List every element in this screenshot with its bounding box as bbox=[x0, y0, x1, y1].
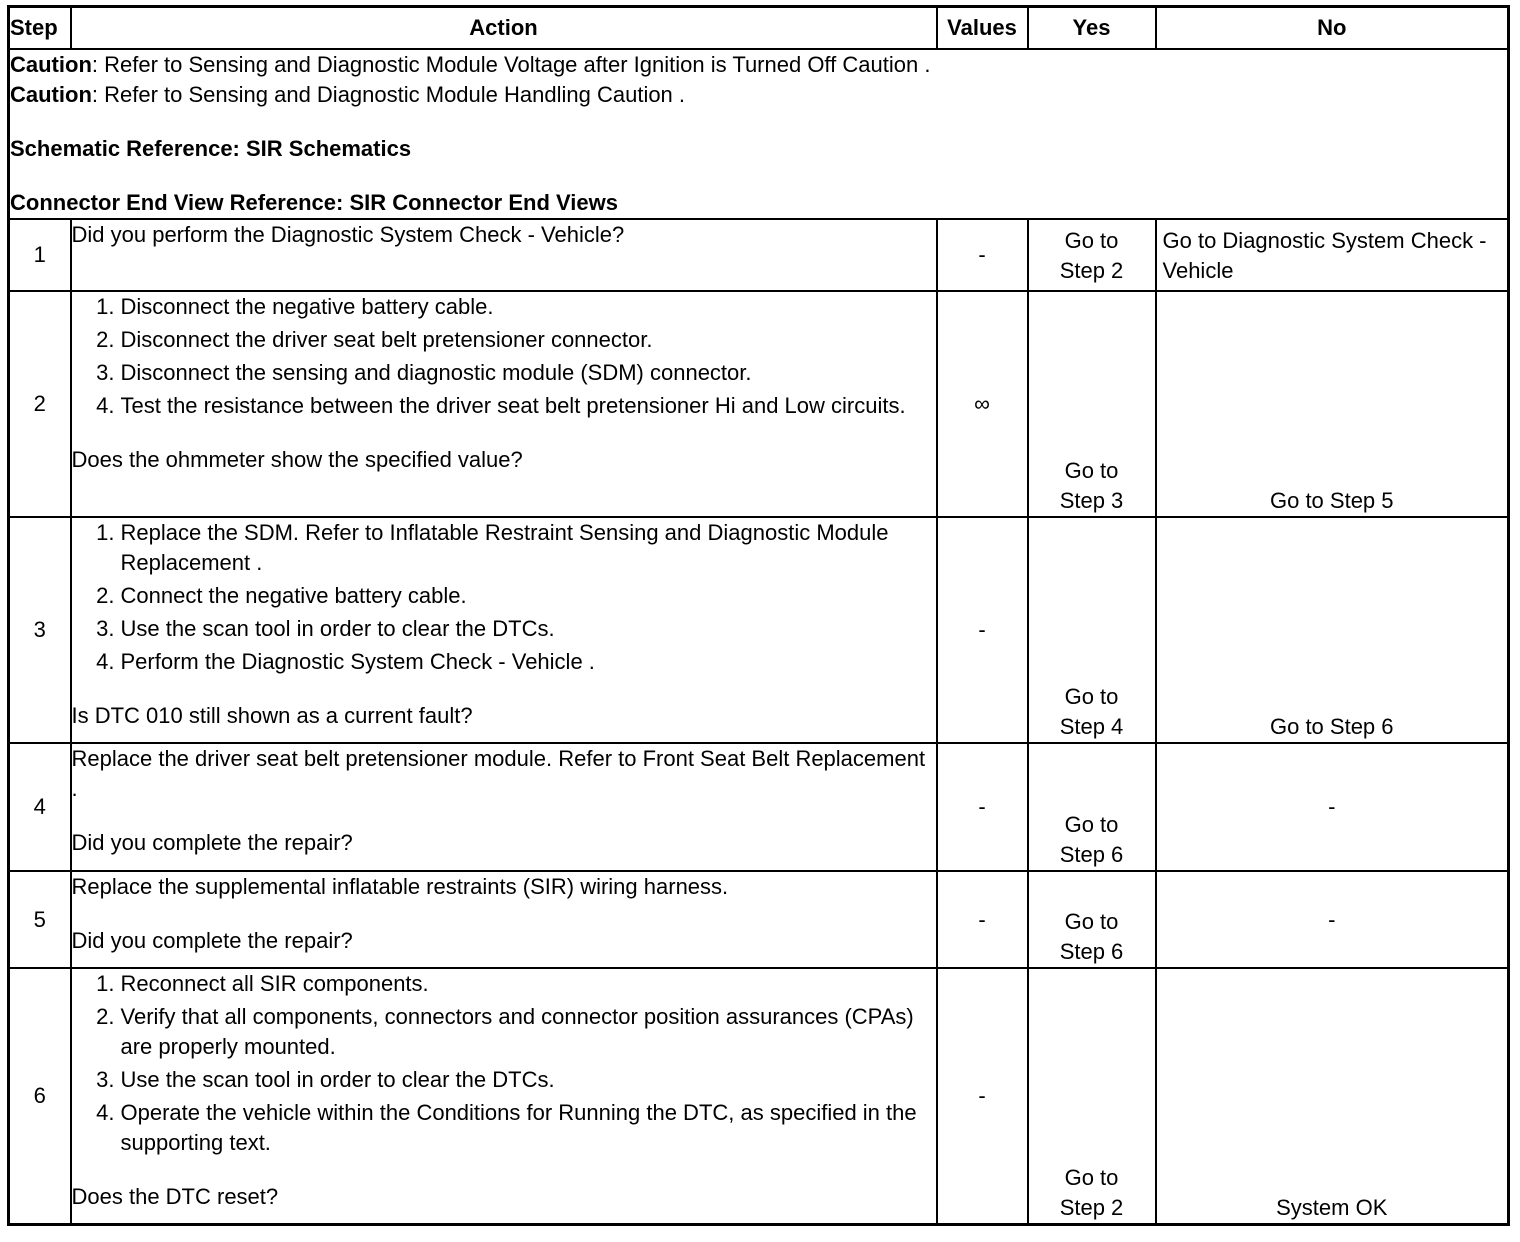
table-row bbox=[9, 219, 1509, 291]
caution-line-2 bbox=[10, 80, 1507, 110]
action-text: Replace the supplemental inflatable restraints (SIR) wiring harness. bbox=[71, 874, 729, 899]
action-cell bbox=[71, 743, 937, 871]
yes-cell bbox=[1028, 871, 1156, 968]
list-item: Disconnect the negative battery cable. bbox=[120, 294, 494, 319]
header-action: Action bbox=[71, 7, 937, 50]
action-text: Replace the driver seat belt pretensioner module. Refer to Front Seat Belt Replacement . bbox=[71, 746, 926, 801]
no-cell bbox=[1156, 291, 1509, 517]
header-values: Values bbox=[937, 7, 1028, 50]
list-item: Verify that all components, connectors and connector position assurances (CPAs) are properly mounted. bbox=[120, 1004, 914, 1059]
action-cell bbox=[71, 517, 937, 743]
header-step: Step bbox=[9, 7, 71, 50]
question-text: Does the ohmmeter show the specified value? bbox=[71, 447, 523, 472]
list-item: Disconnect the sensing and diagnostic module (SDM) connector. bbox=[120, 360, 752, 385]
list-item: Use the scan tool in order to clear the DTCs. bbox=[120, 1067, 555, 1092]
no-cell: - bbox=[1156, 743, 1509, 871]
list-item: Test the resistance between the driver seat belt pretensioner Hi and Low circuits. bbox=[120, 393, 906, 418]
notes-cell bbox=[9, 49, 1509, 219]
yes-link[interactable]: Step 6 bbox=[1059, 939, 1124, 964]
diagnostic-table bbox=[7, 5, 1510, 1226]
list-item: Connect the negative battery cable. bbox=[120, 583, 467, 608]
question-text: Does the DTC reset? bbox=[71, 1184, 279, 1209]
yes-link[interactable]: Step 4 bbox=[1059, 714, 1124, 739]
table-row bbox=[9, 871, 1509, 968]
list-item: Disconnect the driver seat belt pretensioner connector. bbox=[120, 327, 653, 352]
value-cell: - bbox=[937, 517, 1028, 743]
yes-link[interactable]: Go to bbox=[1064, 228, 1119, 253]
no-link[interactable]: Go to Diagnostic System Check - Vehicle bbox=[1162, 228, 1487, 283]
no-result: System OK bbox=[1276, 1194, 1388, 1220]
list-item: Use the scan tool in order to clear the DTCs. bbox=[120, 616, 555, 641]
step-number: 3 bbox=[9, 517, 71, 743]
caution-text: : Refer to Sensing and Diagnostic Module Voltage after Ignition is Turned Off Caution . bbox=[91, 52, 931, 77]
question-text: Is DTC 010 still shown as a current fault? bbox=[71, 703, 473, 728]
yes-link[interactable]: Go to bbox=[1064, 909, 1119, 934]
caution-label: Caution bbox=[10, 82, 92, 107]
table-row bbox=[9, 968, 1509, 1224]
table-row bbox=[9, 743, 1509, 871]
step-number: 2 bbox=[9, 291, 71, 517]
step-number: 1 bbox=[9, 219, 71, 291]
no-link[interactable]: Go to Step 5 bbox=[1269, 488, 1394, 513]
header-yes: Yes bbox=[1028, 7, 1156, 50]
yes-link[interactable]: Go to bbox=[1064, 458, 1119, 483]
no-cell bbox=[1156, 968, 1509, 1224]
list-item: Perform the Diagnostic System Check - Vehicle . bbox=[120, 649, 595, 674]
header-row bbox=[9, 7, 1509, 50]
step-number: 6 bbox=[9, 968, 71, 1224]
action-list bbox=[72, 518, 936, 677]
yes-cell bbox=[1028, 517, 1156, 743]
no-cell bbox=[1156, 517, 1509, 743]
yes-link[interactable]: Step 2 bbox=[1059, 1194, 1124, 1220]
notes-row bbox=[9, 49, 1509, 219]
caution-line-1 bbox=[10, 50, 1507, 80]
header-no: No bbox=[1156, 7, 1509, 50]
action-list bbox=[72, 292, 936, 421]
action-cell bbox=[71, 291, 937, 517]
question-text: Did you complete the repair? bbox=[71, 928, 353, 953]
action-text: Did you perform the Diagnostic System Check - Vehicle? bbox=[71, 219, 937, 291]
yes-cell bbox=[1028, 291, 1156, 517]
table-row bbox=[9, 517, 1509, 743]
list-item: Operate the vehicle within the Conditions for Running the DTC, as specified in the supporting text. bbox=[120, 1100, 917, 1155]
value-cell: - bbox=[937, 968, 1028, 1224]
step-number: 4 bbox=[9, 743, 71, 871]
caution-text: : Refer to Sensing and Diagnostic Module Handling Caution . bbox=[91, 82, 686, 107]
yes-link[interactable]: Go to bbox=[1064, 812, 1119, 837]
yes-link[interactable]: Go to bbox=[1064, 1164, 1119, 1190]
value-cell: - bbox=[937, 871, 1028, 968]
schematic-reference: Schematic Reference: SIR Schematics bbox=[10, 136, 412, 161]
caution-label: Caution bbox=[10, 52, 92, 77]
value-cell: - bbox=[937, 219, 1028, 291]
yes-link[interactable]: Step 2 bbox=[1059, 258, 1124, 283]
action-list bbox=[72, 969, 936, 1158]
yes-cell bbox=[1028, 219, 1156, 291]
no-cell bbox=[1156, 219, 1509, 291]
action-cell bbox=[71, 871, 937, 968]
no-cell: - bbox=[1156, 871, 1509, 968]
yes-link[interactable]: Go to bbox=[1064, 684, 1119, 709]
list-item: Replace the SDM. Refer to Inflatable Restraint Sensing and Diagnostic Module Replacement . bbox=[120, 520, 889, 575]
yes-link[interactable]: Step 3 bbox=[1059, 488, 1124, 513]
value-cell: ∞ bbox=[937, 291, 1028, 517]
no-link[interactable]: Go to Step 6 bbox=[1269, 714, 1394, 739]
yes-cell bbox=[1028, 968, 1156, 1224]
yes-link[interactable]: Step 6 bbox=[1059, 842, 1124, 867]
step-number: 5 bbox=[9, 871, 71, 968]
table-row bbox=[9, 291, 1509, 517]
list-item: Reconnect all SIR components. bbox=[120, 971, 429, 996]
diagnostic-table-container bbox=[7, 5, 1510, 1226]
value-cell: - bbox=[937, 743, 1028, 871]
connector-reference: Connector End View Reference: SIR Connector End Views bbox=[10, 190, 618, 215]
action-cell bbox=[71, 968, 937, 1224]
yes-cell bbox=[1028, 743, 1156, 871]
question-text: Did you complete the repair? bbox=[71, 830, 353, 855]
